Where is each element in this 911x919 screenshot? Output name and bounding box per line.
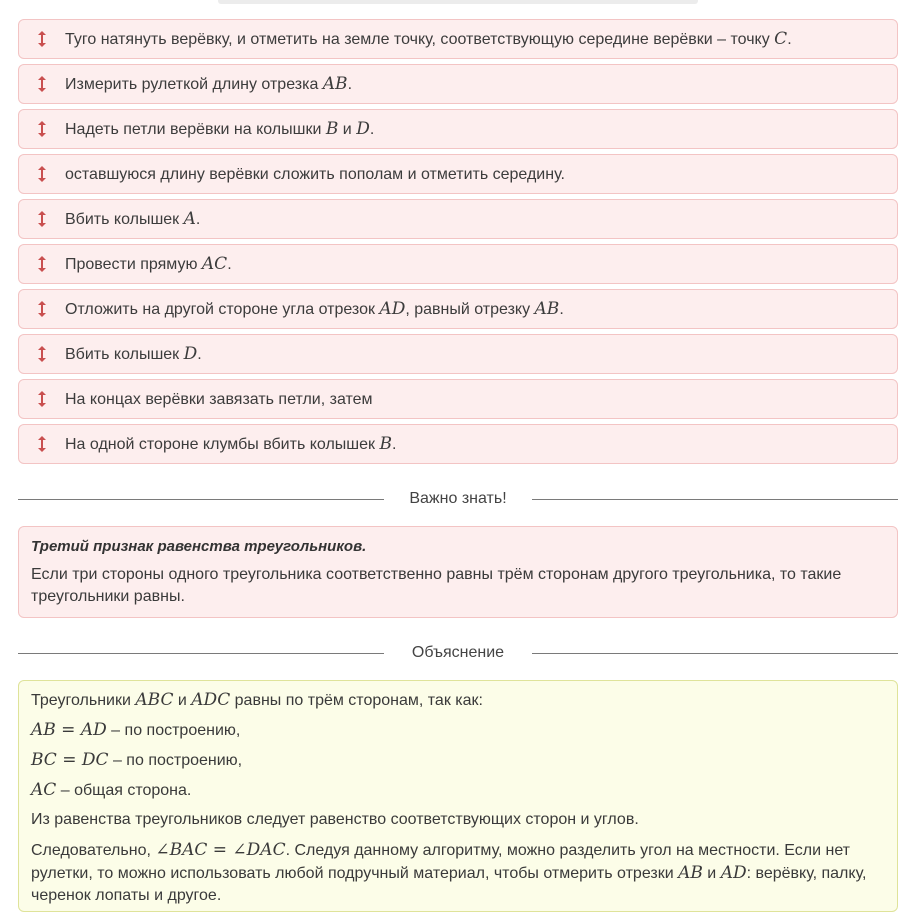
text: и [338,121,357,138]
text: : верёвку, палку, черенок лопаты и другое. [31,865,867,904]
text: Следовательно, [31,842,156,859]
text: – общая сторона. [56,782,192,799]
drag-handle-icon[interactable] [19,300,65,318]
explanation-line-5: Из равенства треугольников следует равенство соответствующих сторон и углов. [31,811,639,828]
text: Отложить на другой стороне угла отрезок [65,301,380,318]
text: Провести прямую [65,256,202,273]
sortable-step[interactable] [18,424,898,464]
explanation-line-6 [31,839,885,907]
text: и [173,692,192,709]
sortable-step[interactable] [18,199,898,239]
explanation-box [18,680,898,912]
text: оставшуюся длину верёвки сложить пополам и отметить середину. [65,166,565,183]
text: . [347,76,353,93]
math-symbol: D [183,344,198,364]
drag-handle-icon[interactable] [19,120,65,138]
step-text [65,299,564,319]
text: , равный отрезку [405,301,535,318]
math-symbol: AB [322,74,348,94]
text: . [559,301,564,318]
text: . Следуя данному алгоритму, можно разделить угол на местности. Если нет рулетки, то можно использовать любой подручный материал, чтобы отмерить отрезки [31,842,851,882]
drag-handle-icon[interactable] [19,165,65,183]
math-ab-ad: AB = AD [31,720,107,740]
important-divider-label: Важно знать! [409,490,507,507]
explanation-line-2 [31,719,885,749]
text: На концах верёвки завязать петли, затем [65,391,373,408]
math-symbol: AC [201,254,228,274]
text: – по построению, [108,752,243,769]
step-text [65,74,352,94]
text: Туго натянуть верёвку, и отметить на земле точку, соответствующую середине верёвки – точку [65,31,775,48]
explanation-line-3 [31,749,885,779]
sortable-step[interactable] [18,109,898,149]
drag-handle-icon[interactable] [19,390,65,408]
text: . [195,211,201,228]
sortable-step[interactable] [18,379,898,419]
step-text [65,254,232,274]
divider-line [18,499,384,500]
step-text [65,29,792,49]
step-text [65,434,396,454]
text: Вбить колышек [65,211,184,228]
text: . [369,121,375,138]
important-note [18,526,898,618]
drag-handle-icon[interactable] [19,435,65,453]
text: Измерить рулеткой длину отрезка [65,76,323,93]
drag-handle-icon[interactable] [19,345,65,363]
text: Вбить колышек [65,346,184,363]
step-text [65,344,202,364]
text: и [702,865,721,882]
math-adc: ADC [191,690,231,710]
text: равны по трём сторонам, так как: [230,692,483,709]
sortable-step[interactable] [18,244,898,284]
sortable-step[interactable] [18,64,898,104]
drag-handle-icon[interactable] [19,255,65,273]
sortable-steps-list [18,19,898,469]
math-symbol: C [774,29,788,49]
math-symbol: B [379,434,392,454]
step-text [65,119,374,139]
explanation-line-4 [31,779,885,809]
text: Надеть петли верёвки на колышки [65,121,326,138]
scroll-shadow [218,0,698,4]
text: . [391,436,397,453]
drag-handle-icon[interactable] [19,75,65,93]
math-symbol: AB [534,299,560,319]
step-text [65,389,373,409]
divider-line [532,653,898,654]
sortable-step[interactable] [18,154,898,194]
drag-handle-icon[interactable] [19,30,65,48]
text: . [787,31,792,48]
text: . [227,256,232,273]
divider-line [18,653,384,654]
note-text: Если три стороны одного треугольника соответственно равны трём сторонам другого треугольника, то такие треугольники равны. [31,566,842,605]
text: На одной стороне клумбы вбить колышек [65,436,380,453]
math-abc: ABC [135,690,174,710]
sortable-step[interactable] [18,19,898,59]
text: – по построению, [106,722,241,739]
math-symbol: B [325,119,339,139]
math-symbol: D [356,119,370,139]
explanation-divider [18,643,898,663]
sortable-step[interactable] [18,289,898,329]
text: Треугольники [31,692,136,709]
math-ab: AB [678,863,703,883]
drag-handle-icon[interactable] [19,210,65,228]
sortable-step[interactable] [18,334,898,374]
note-title: Третий признак равенства треугольников. [31,538,367,555]
divider-line [532,499,898,500]
math-symbol: A [183,209,196,229]
math-bc-dc: BC = DC [31,750,109,770]
step-text [65,164,565,184]
math-angles: ∠BAC = ∠DAC [155,840,286,860]
math-ad: AD [720,863,747,883]
explanation-divider-label: Объяснение [411,644,505,661]
important-divider [18,489,898,509]
explanation-line-1 [31,689,885,719]
step-text [65,209,200,229]
math-ac: AC [31,780,57,800]
text: . [197,346,202,363]
math-symbol: AD [379,299,406,319]
